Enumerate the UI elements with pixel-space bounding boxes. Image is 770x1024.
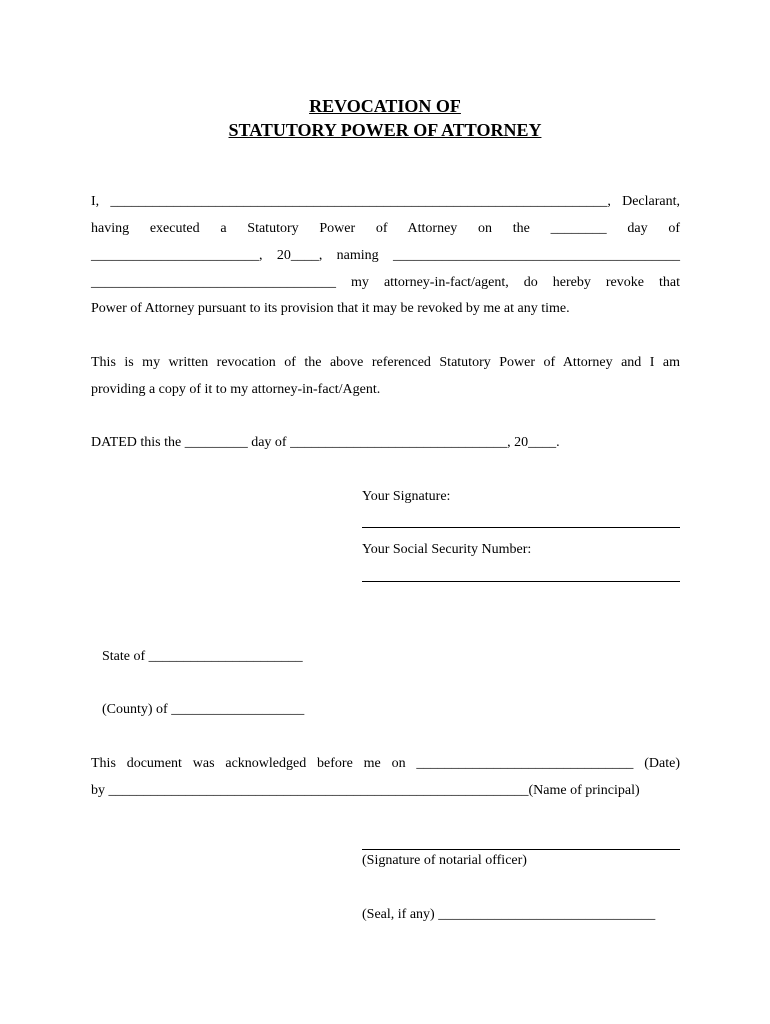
ssn-line	[362, 581, 680, 582]
title-line-2: STATUTORY POWER OF ATTORNEY	[228, 120, 542, 140]
seal-field: (Seal, if any) _______________________________	[362, 907, 656, 922]
revocation-statement-line-2: providing a copy of it to my attorney-in-fact/Agent.	[91, 382, 381, 397]
naming-line: ________________________, 20____, naming _________________________________________	[91, 248, 680, 263]
notarial-officer-label: (Signature of notarial officer)	[362, 853, 527, 868]
ssn-label: Your Social Security Number:	[362, 542, 532, 557]
notarial-signature-line	[362, 849, 680, 850]
acknowledgement-line-2: by ____________________________________________________________(Name of principal)	[91, 783, 640, 798]
acknowledgement-line-1: This document was acknowledged before me on _______________________________ (Date)	[91, 756, 680, 771]
dated-line: DATED this the _________ day of _______________________________, 20____.	[91, 435, 560, 450]
state-field: State of ______________________	[102, 649, 303, 664]
signature-label: Your Signature:	[362, 489, 451, 504]
revocation-statement-line-1: This is my written revocation of the above referenced Statutory Power of Attorney and I am	[91, 355, 680, 370]
declarant-line: I, _______________________________________________________________________, Declarant,	[91, 194, 680, 209]
county-field: (County) of ___________________	[102, 702, 305, 717]
provision-line: Power of Attorney pursuant to its provision that it may be revoked by me at any time.	[91, 301, 570, 316]
title-line-1: REVOCATION OF	[309, 96, 461, 116]
signature-line	[362, 527, 680, 528]
revoke-line: ___________________________________ my attorney-in-fact/agent, do hereby revoke that	[91, 275, 680, 290]
executed-line: having executed a Statutory Power of Attorney on the ________ day of	[91, 221, 680, 236]
